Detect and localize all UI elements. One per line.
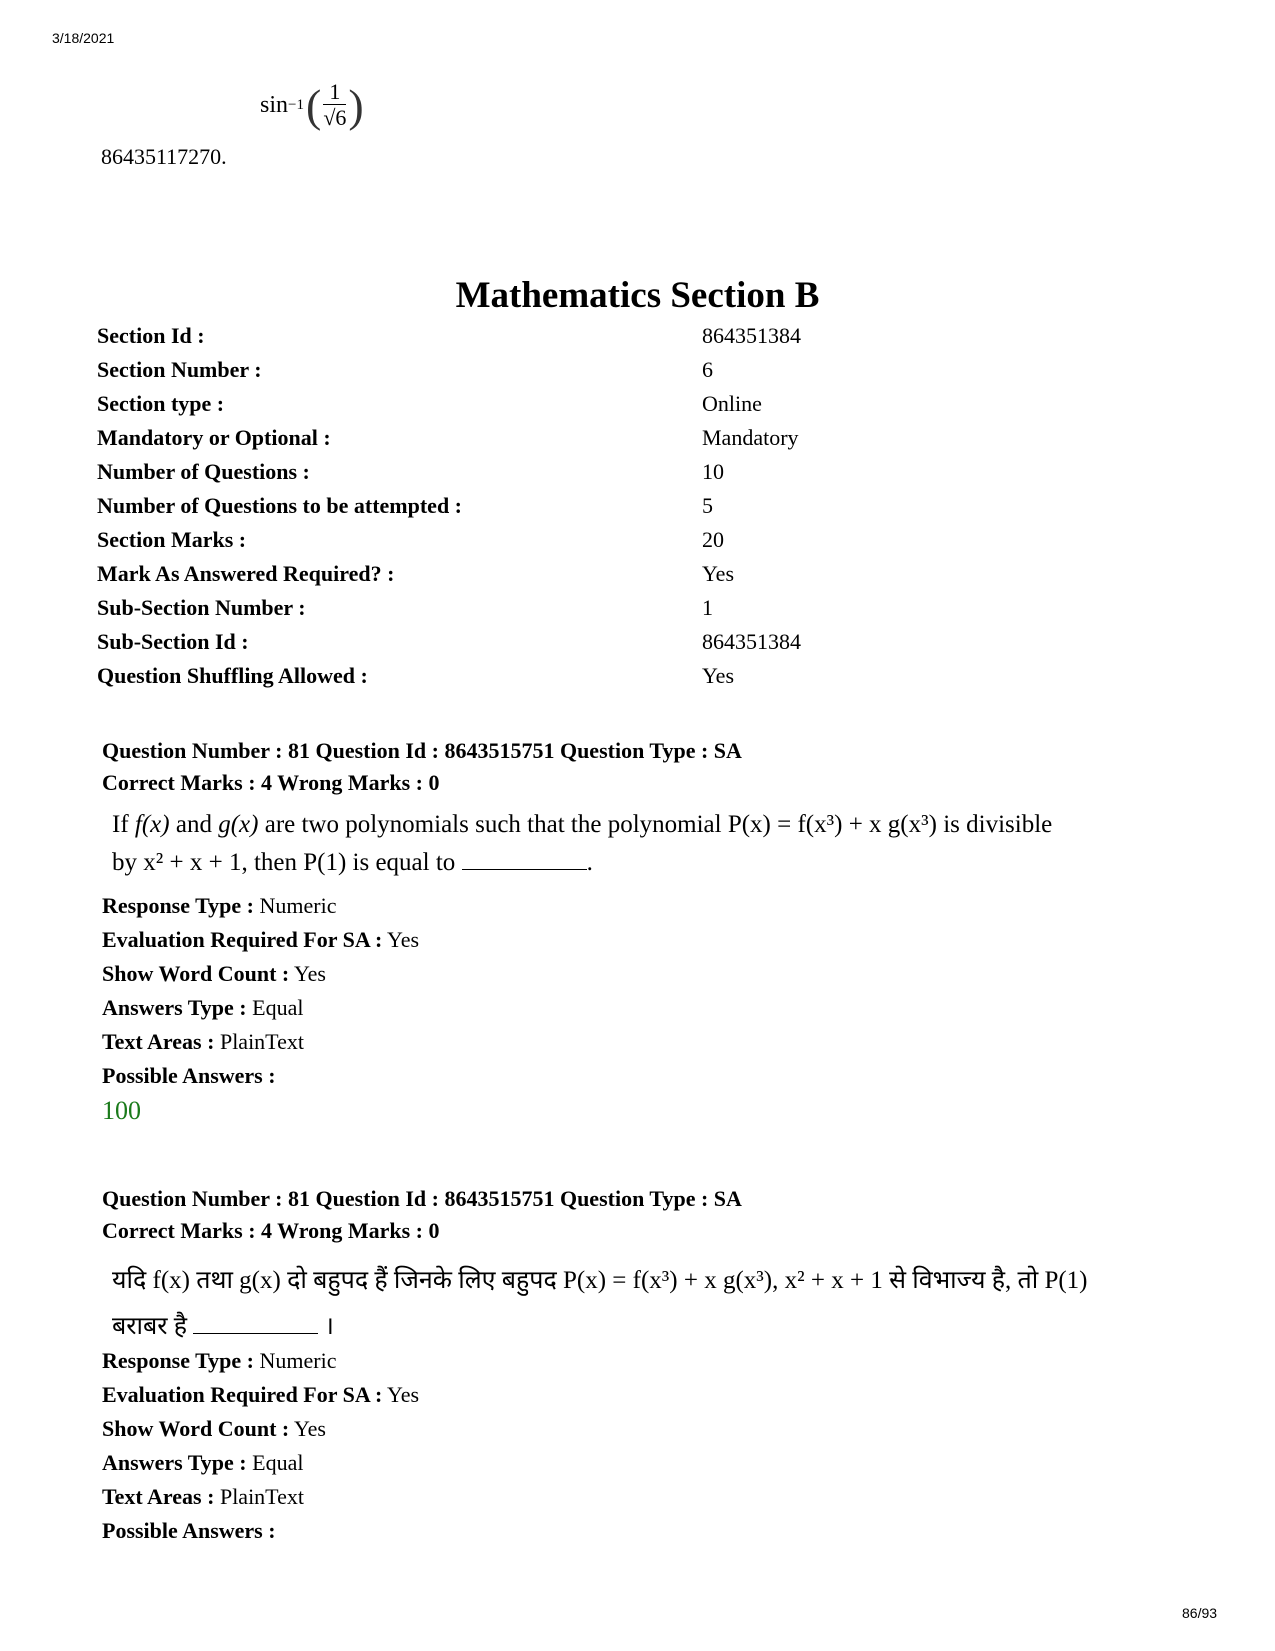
property-row: Answers Type : Equal xyxy=(102,1450,304,1475)
info-label: Section Marks : xyxy=(97,527,247,552)
info-value: 864351384 xyxy=(702,323,801,348)
property-row: Text Areas : PlainText xyxy=(102,1029,304,1054)
property-row: Possible Answers : xyxy=(102,1518,276,1543)
property-row: Text Areas : PlainText xyxy=(102,1484,304,1509)
option-formula xyxy=(260,80,364,132)
info-row xyxy=(97,322,857,356)
info-value: Online xyxy=(702,391,762,416)
formula-paren-close: ) xyxy=(348,79,364,131)
info-label: Number of Questions : xyxy=(97,459,310,484)
info-label: Section Number : xyxy=(97,357,262,382)
info-row xyxy=(97,492,857,526)
info-label: Section type : xyxy=(97,391,225,416)
question-line-2: बराबर है । xyxy=(112,1313,334,1340)
formula-paren-open: ( xyxy=(305,79,322,131)
option-number: 86435117270. xyxy=(101,144,227,169)
question-line-2: by x² + x + 1, then P(1) is equal to . xyxy=(112,849,593,876)
answer-blank xyxy=(462,851,587,870)
question-properties-hi xyxy=(102,1347,419,1551)
info-label: Mark As Answered Required? : xyxy=(97,561,395,586)
property-row: Response Type : Numeric xyxy=(102,893,337,918)
question-line-1: यदि f(x) तथा g(x) दो बहुपद हैं जिनके लिए बहुपद P(x) = f(x³) + x g(x³), x² + x + 1 से विभाज्य है, तो P(1) xyxy=(112,1267,1088,1294)
formula-numerator: 1 xyxy=(323,80,346,105)
page-number: 86/93 xyxy=(1182,1605,1218,1621)
info-row xyxy=(97,662,857,696)
print-date: 3/18/2021 xyxy=(52,30,115,46)
section-title: Mathematics Section B xyxy=(455,275,820,316)
info-row xyxy=(97,390,857,424)
question-line-1: If f(x) and g(x) are two polynomials such that the polynomial P(x) = f(x³) + x g(x³) is divisible xyxy=(112,811,1053,838)
info-value: Mandatory xyxy=(702,425,799,450)
question-marks: Correct Marks : 4 Wrong Marks : 0 xyxy=(102,1218,440,1243)
info-value: 5 xyxy=(702,493,713,518)
info-label: Sub-Section Number : xyxy=(97,595,306,620)
question-meta: Question Number : 81 Question Id : 8643515751 Question Type : SA xyxy=(102,738,742,763)
property-row: Show Word Count : Yes xyxy=(102,961,326,986)
info-value: Yes xyxy=(702,561,735,586)
info-value: 864351384 xyxy=(702,629,801,654)
info-value: Yes xyxy=(702,663,735,688)
info-value: 10 xyxy=(702,459,724,484)
info-label: Question Shuffling Allowed : xyxy=(97,663,368,688)
possible-answer: 100 xyxy=(102,1096,141,1125)
property-row: Possible Answers : xyxy=(102,1063,276,1088)
question-properties-en xyxy=(102,892,419,1096)
info-row xyxy=(97,458,857,492)
section-info-table xyxy=(97,322,857,696)
info-row xyxy=(97,356,857,390)
property-row: Evaluation Required For SA : Yes xyxy=(102,1382,420,1407)
info-label: Number of Questions to be attempted : xyxy=(97,493,463,518)
property-row: Evaluation Required For SA : Yes xyxy=(102,927,420,952)
info-label: Section Id : xyxy=(97,323,205,348)
info-label: Sub-Section Id : xyxy=(97,629,249,654)
info-value: 1 xyxy=(702,595,713,620)
info-row xyxy=(97,424,857,458)
property-row: Response Type : Numeric xyxy=(102,1348,337,1373)
question-header-en xyxy=(102,735,742,799)
info-value: 20 xyxy=(702,527,724,552)
formula-denominator: √6 xyxy=(323,105,347,131)
formula-fraction xyxy=(323,80,346,132)
question-text-en xyxy=(112,806,1192,882)
question-marks: Correct Marks : 4 Wrong Marks : 0 xyxy=(102,770,440,795)
property-row: Answers Type : Equal xyxy=(102,995,304,1020)
info-row xyxy=(97,526,857,560)
info-row xyxy=(97,594,857,628)
property-row: Show Word Count : Yes xyxy=(102,1416,326,1441)
answer-blank xyxy=(193,1315,318,1334)
question-meta: Question Number : 81 Question Id : 8643515751 Question Type : SA xyxy=(102,1186,742,1211)
info-value: 6 xyxy=(702,357,713,382)
info-label: Mandatory or Optional : xyxy=(97,425,331,450)
formula-func: sin xyxy=(260,92,289,119)
question-header-hi xyxy=(102,1183,742,1247)
formula-exponent: −1 xyxy=(288,97,304,114)
info-row xyxy=(97,628,857,662)
question-text-hi xyxy=(112,1258,1192,1350)
info-row xyxy=(97,560,857,594)
